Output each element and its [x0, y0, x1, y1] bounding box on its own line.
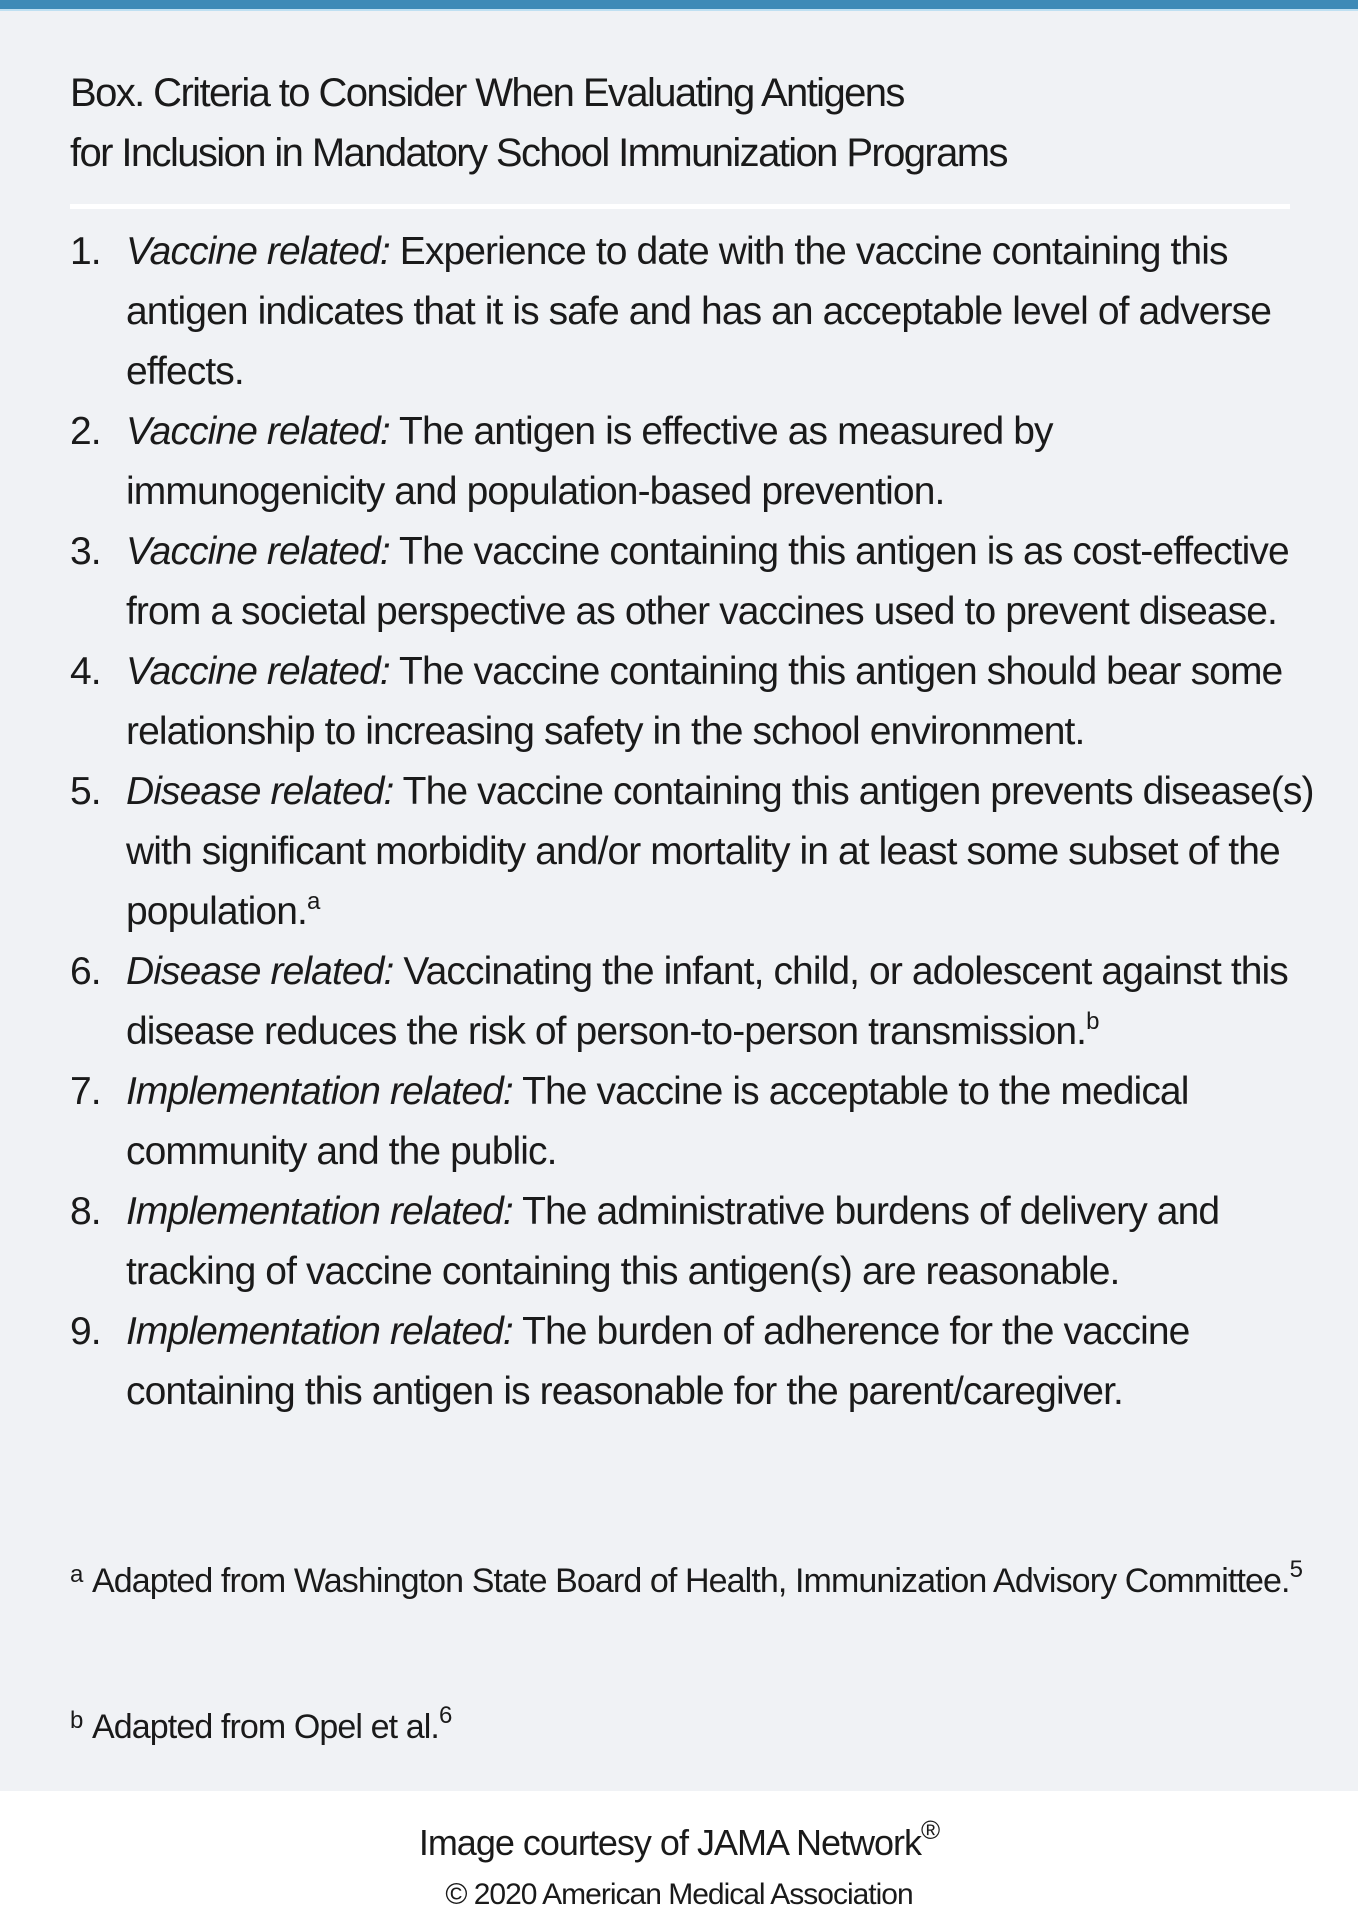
box-title-line-1: Box. Criteria to Consider When Evaluating Antigens: [70, 71, 904, 115]
item-number: 3.: [70, 530, 101, 573]
box-title: [70, 63, 1270, 183]
credit-text: Image courtesy of JAMA Network: [418, 1822, 922, 1863]
accent-bar: [0, 0, 1358, 9]
item-text: The administrative burdens of delivery and tracking of vaccine containing this antigen(s) are reasonable.: [126, 1190, 1220, 1293]
item-number: 5.: [70, 770, 101, 813]
image-credit: [0, 1815, 1358, 1864]
footnote-text: Adapted from Washington State Board of Health, Immunization Advisory Committee.: [92, 1562, 1290, 1600]
item-text: The vaccine is acceptable to the medical community and the public.: [126, 1070, 1189, 1173]
item-number: 6.: [70, 950, 101, 993]
footnote-a: [70, 1554, 1332, 1608]
criteria-list: [70, 222, 1320, 1422]
item-number: 8.: [70, 1190, 101, 1233]
item-number: 4.: [70, 650, 101, 693]
footnote-text: Adapted from Opel et al.: [92, 1708, 439, 1746]
item-number: 1.: [70, 230, 101, 273]
item-text: The burden of adherence for the vaccine containing this antigen is reasonable for the parent/caregiver.: [126, 1310, 1190, 1413]
item-number: 7.: [70, 1070, 101, 1113]
list-item: [70, 1182, 1320, 1302]
list-item: [70, 1302, 1320, 1422]
item-text: The antigen is effective as measured by immunogenicity and population-based prevention.: [126, 410, 1053, 513]
item-category: Implementation related:: [126, 1310, 513, 1353]
list-item: [70, 222, 1320, 402]
footnote-mark: b: [70, 1707, 83, 1734]
list-item: [70, 402, 1320, 522]
item-category: Vaccine related:: [126, 530, 390, 573]
reference-number: 6: [438, 1702, 452, 1729]
footnote-b: [70, 1700, 1332, 1754]
item-category: Disease related:: [126, 770, 394, 813]
list-item: [70, 762, 1320, 942]
title-divider: [70, 204, 1290, 209]
box-title-line-2: for Inclusion in Mandatory School Immunization Programs: [70, 131, 1007, 175]
list-item: [70, 642, 1320, 762]
item-category: Vaccine related:: [126, 650, 390, 693]
item-text: Vaccinating the infant, child, or adolescent against this disease reduces the risk of person-to-person transmission.: [126, 950, 1288, 1053]
copyright: © 2020 American Medical Association: [445, 1878, 913, 1911]
list-item: [70, 942, 1320, 1062]
list-item: [70, 522, 1320, 642]
item-category: Vaccine related:: [126, 410, 390, 453]
footnote-ref: b: [1086, 1008, 1099, 1035]
footnote-mark: a: [70, 1561, 83, 1588]
item-text: The vaccine containing this antigen prevents disease(s) with significant morbidity and/or mortality in at least some subset of the population.: [126, 770, 1314, 933]
footnote-ref: a: [306, 888, 320, 915]
item-category: Implementation related:: [126, 1070, 513, 1113]
item-text: Experience to date with the vaccine containing this antigen indicates that it is safe and has an acceptable level of adverse effects.: [126, 230, 1271, 393]
registered-mark: ®: [921, 1815, 940, 1845]
list-item: [70, 1062, 1320, 1182]
item-category: Implementation related:: [126, 1190, 513, 1233]
item-text: The vaccine containing this antigen should bear some relationship to increasing safety in the school environment.: [126, 650, 1283, 753]
item-number: 9.: [70, 1310, 101, 1353]
item-category: Vaccine related:: [126, 230, 390, 273]
reference-number: 5: [1289, 1556, 1303, 1583]
item-number: 2.: [70, 410, 101, 453]
criteria-box: [0, 11, 1358, 1791]
item-text: The vaccine containing this antigen is as cost-effective from a societal perspective as other vaccines used to prevent disease.: [126, 530, 1289, 633]
item-category: Disease related:: [126, 950, 394, 993]
